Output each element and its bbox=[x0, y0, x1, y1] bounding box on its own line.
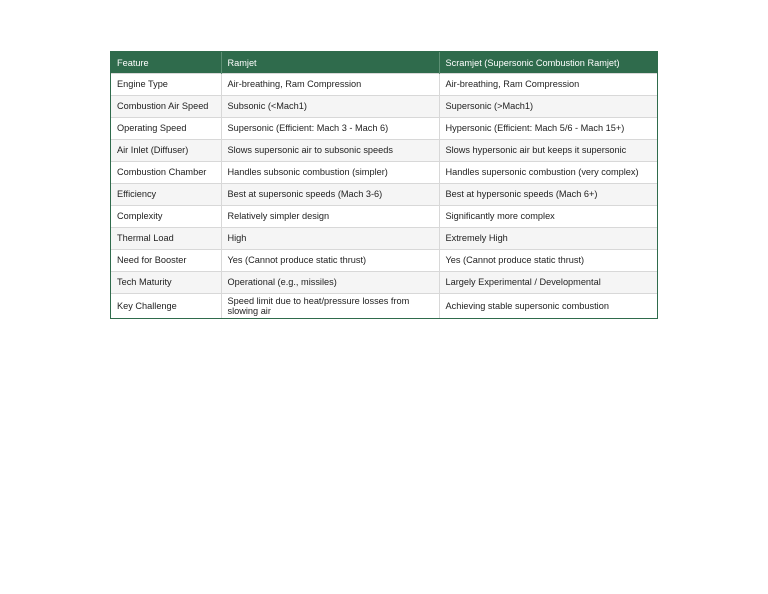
header-scramjet: Scramjet (Supersonic Combustion Ramjet) bbox=[439, 52, 657, 74]
scramjet-cell: Extremely High bbox=[439, 228, 657, 250]
header-ramjet: Ramjet bbox=[221, 52, 439, 74]
ramjet-cell: Slows supersonic air to subsonic speeds bbox=[221, 140, 439, 162]
comparison-table-container bbox=[110, 51, 658, 319]
scramjet-cell: Hypersonic (Efficient: Mach 5/6 - Mach 15+) bbox=[439, 118, 657, 140]
table-header-row bbox=[111, 52, 657, 74]
table-row bbox=[111, 74, 657, 96]
ramjet-cell: Operational (e.g., missiles) bbox=[221, 272, 439, 294]
feature-cell: Efficiency bbox=[111, 184, 221, 206]
scramjet-cell: Best at hypersonic speeds (Mach 6+) bbox=[439, 184, 657, 206]
table-row bbox=[111, 162, 657, 184]
ramjet-cell: Supersonic (Efficient: Mach 3 - Mach 6) bbox=[221, 118, 439, 140]
scramjet-cell: Largely Experimental / Developmental bbox=[439, 272, 657, 294]
table-row bbox=[111, 206, 657, 228]
ramjet-cell: Handles subsonic combustion (simpler) bbox=[221, 162, 439, 184]
feature-cell: Combustion Air Speed bbox=[111, 96, 221, 118]
ramjet-cell: Air-breathing, Ram Compression bbox=[221, 74, 439, 96]
table-row bbox=[111, 228, 657, 250]
scramjet-cell: Handles supersonic combustion (very complex) bbox=[439, 162, 657, 184]
feature-cell: Air Inlet (Diffuser) bbox=[111, 140, 221, 162]
ramjet-scramjet-comparison-table bbox=[111, 52, 657, 318]
table-row bbox=[111, 294, 657, 319]
ramjet-cell: Subsonic (<Mach1) bbox=[221, 96, 439, 118]
header-feature: Feature bbox=[111, 52, 221, 74]
table-row bbox=[111, 118, 657, 140]
scramjet-cell: Significantly more complex bbox=[439, 206, 657, 228]
feature-cell: Operating Speed bbox=[111, 118, 221, 140]
scramjet-cell: Slows hypersonic air but keeps it supersonic bbox=[439, 140, 657, 162]
table-row bbox=[111, 140, 657, 162]
table-row bbox=[111, 272, 657, 294]
scramjet-cell: Air-breathing, Ram Compression bbox=[439, 74, 657, 96]
table-row bbox=[111, 250, 657, 272]
ramjet-cell: High bbox=[221, 228, 439, 250]
feature-cell: Engine Type bbox=[111, 74, 221, 96]
scramjet-cell: Supersonic (>Mach1) bbox=[439, 96, 657, 118]
feature-cell: Complexity bbox=[111, 206, 221, 228]
ramjet-cell: Speed limit due to heat/pressure losses from slowing air bbox=[221, 294, 439, 319]
feature-cell: Combustion Chamber bbox=[111, 162, 221, 184]
table-row bbox=[111, 96, 657, 118]
feature-cell: Need for Booster bbox=[111, 250, 221, 272]
feature-cell: Key Challenge bbox=[111, 294, 221, 319]
scramjet-cell: Achieving stable supersonic combustion bbox=[439, 294, 657, 319]
ramjet-cell: Yes (Cannot produce static thrust) bbox=[221, 250, 439, 272]
table-row bbox=[111, 184, 657, 206]
ramjet-cell: Best at supersonic speeds (Mach 3-6) bbox=[221, 184, 439, 206]
ramjet-cell: Relatively simpler design bbox=[221, 206, 439, 228]
feature-cell: Tech Maturity bbox=[111, 272, 221, 294]
scramjet-cell: Yes (Cannot produce static thrust) bbox=[439, 250, 657, 272]
feature-cell: Thermal Load bbox=[111, 228, 221, 250]
